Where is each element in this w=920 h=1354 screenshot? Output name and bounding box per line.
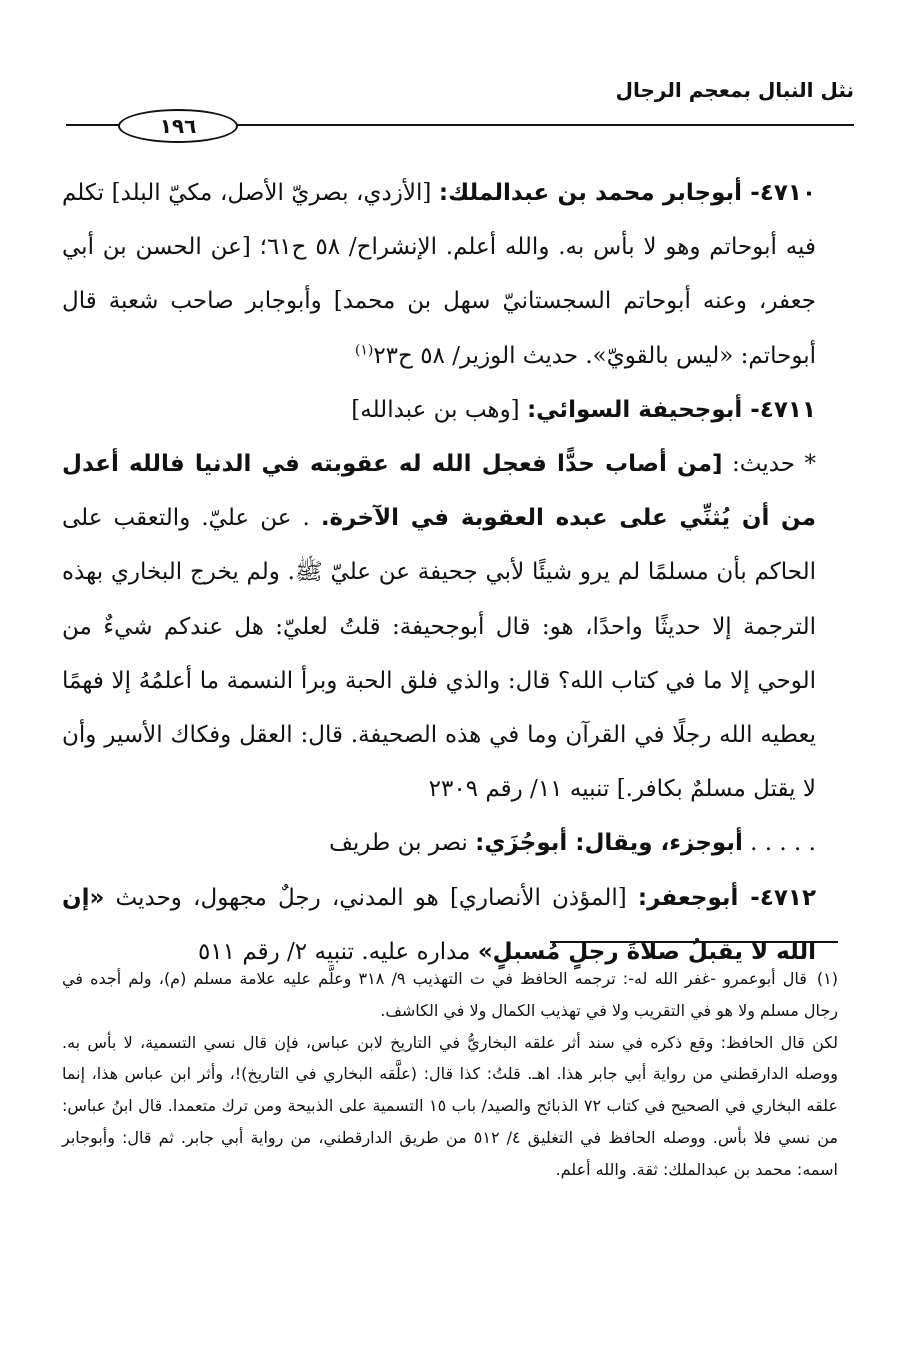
page-number: ١٩٦ <box>118 109 238 143</box>
entry-heading: أبوجزء، ويقال: أبوجُزَي: <box>475 830 743 857</box>
hadith-text: [من أصاب حدًّا فعجل الله له عقوبته في الدنيا فالله أعدل من أن يُثنِّي على عبده العقوبة في الآخرة. <box>62 451 816 532</box>
entry-body: [وهب بن عبدالله] <box>351 396 520 423</box>
hadith-lead: * حديث: <box>722 451 816 478</box>
footnote-text: قال أبوعمرو -غفر الله له-: ترجمه الحافظ في ت التهذيب ٩/ ٣١٨ وعلَّم عليه علامة مسلم (م)، ولم أجده في رجال مسلم ولا هو في التقريب ولا في تهذيب الكمال ولا في الكاشف. <box>62 969 838 1020</box>
ellipsis-lead: . . . . . <box>742 830 816 857</box>
entry-heading: ٤٧١١- أبوجحيفة السوائي: <box>526 396 816 423</box>
footnote-number: (١) <box>816 969 839 988</box>
entry-body-end: مداره عليه. تنبيه ٢/ رقم ٥١١ <box>197 938 478 965</box>
entry-4710 <box>62 166 838 383</box>
main-text <box>62 166 838 979</box>
entry-heading: ٤٧١٢- أبوجعفر: <box>637 884 816 911</box>
cross-reference-entry <box>62 816 838 870</box>
footnote-reference: (١) <box>354 341 374 358</box>
entry-body: [الأزدي، بصريّ الأصل، مكيّ البلد] تكلم فيه أبوحاتم وهو لا بأس به. والله أعلم. الإنشراح/ ٥٨ ح٦١؛ [عن الحسن بن أبي جعفر، وعنه أبوحاتم السجستانيّ سهل بن محمد] وأبوجابر صاحب شعبة قال أبوحاتم: «ليس بالقويّ». حديث الوزير/ ٥٨ ح٢٣ <box>62 180 816 369</box>
hadith-quote: «إن الله لا يقبلُ صلاةَ رجلٍ مُسبلٍ» <box>62 884 816 965</box>
entry-body: نصر بن طريف <box>329 830 476 857</box>
entry-4711 <box>62 383 838 437</box>
footnote-1 <box>62 963 838 1027</box>
running-header-title: نثل النبال بمعجم الرجال <box>615 78 854 102</box>
footnote-1-continuation: لكن قال الحافظ: وقع ذكره في سند أثر علقه البخاريُّ في التاريخ لابن عباس، فإن قال نسي التسمية، لا بأس به. ووصله الدارقطني من رواية أبي جابر هذا. اهـ. قلتُ: كذا قال: (علَّقه البخاري في التاريخ)!، وأثر ابن عباس هذا، إنما علقه البخاري في الصحيح في كتاب ٧٢ الذبائح والصيد/ باب ١٥ التسمية على الذبيحة ومن ترك متعمدا. قال ابنُ عباس: من نسي فلا بأس. ووصله الحافظ في التغليق ٤/ ٥١٢ من طريق الدارقطني، من رواية أبي جابر. ثم قال: وأبوجابر اسمه: محمد بن عبدالملك: ثقة. والله أعلم. <box>62 1032 839 1179</box>
hadith-note <box>62 437 838 816</box>
footnotes <box>62 963 838 1186</box>
footnote-divider <box>550 941 838 943</box>
entry-body: [المؤذن الأنصاري] هو المدني، رجلٌ مجهول، وحديث <box>104 884 638 911</box>
entry-heading: ٤٧١٠- أبوجابر محمد بن عبدالملك: <box>438 180 817 206</box>
hadith-commentary: . عن عليّ. والتعقب على الحاكم بأن مسلمًا لم يرو شيئًا لأبي جحيفة عن عليّ ﷺ. ولم يخرج البخاري بهذه الترجمة إلا حديثًا واحدًا، هو: قال أبوجحيفة: قلتُ لعليّ: هل عندكم شيءٌ من الوحي إلا ما في كتاب الله؟ قال: والذي فلق الحبة وبرأ النسمة ما أعلمُهُ إلا فهمًا يعطيه الله رجلًا في القرآن وما في هذه الصحيفة. قال: العقل وفكاك الأسير وأن لا يقتل مسلمٌ بكافر.] تنبيه ١١/ رقم ٢٣٠٩ <box>62 505 816 803</box>
